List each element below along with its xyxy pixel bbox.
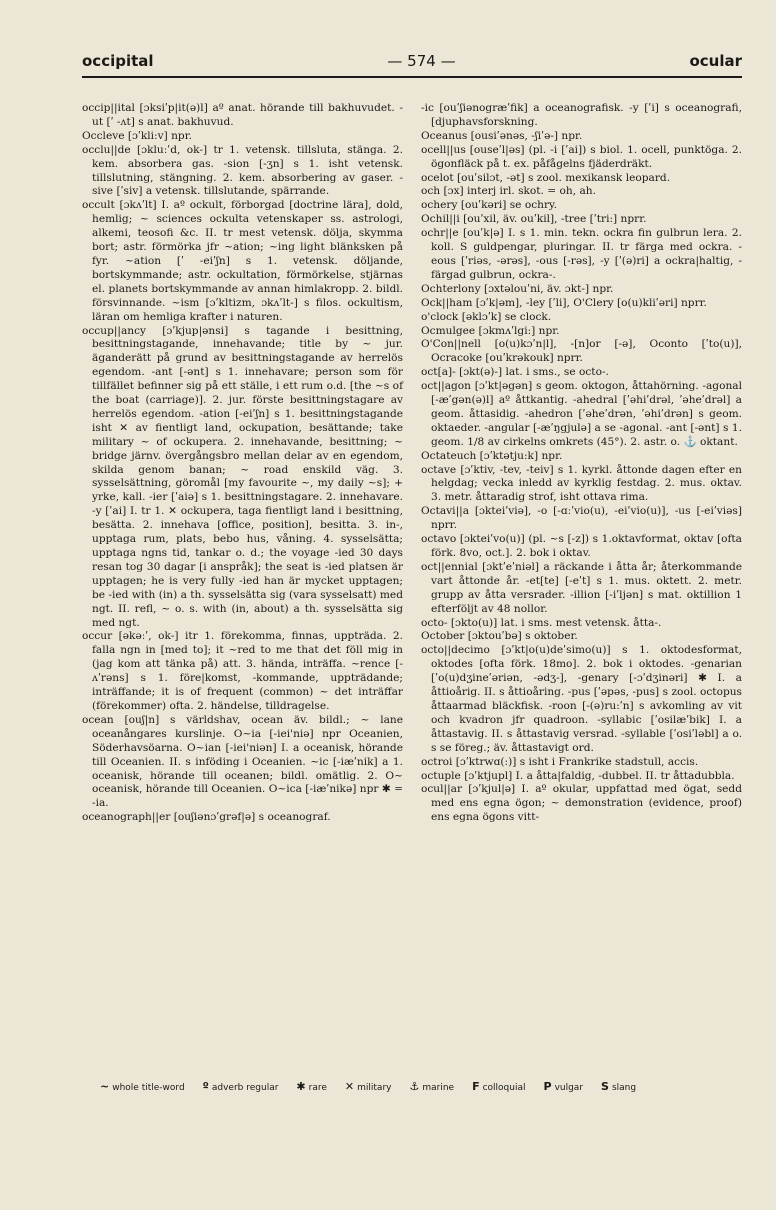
- legend-label: colloquial: [482, 1083, 526, 1093]
- dictionary-entry: ocelot [ouʹsilɔt, -ət] s zool. mexikansk leopard.: [421, 171, 671, 184]
- legend-symbol: ✕: [344, 1080, 355, 1093]
- legend-item: [345, 1080, 392, 1093]
- dictionary-entry: Ocmulgee [ɔkmʌʹlgi:] npr.: [421, 324, 560, 337]
- dictionary-entry: -ic [ouʹʃiənogræʹfik] a oceanografisk. -y [ʹi] s oceanografi, [djuphavsforskning.: [421, 102, 742, 128]
- dictionary-entry: O'Con||nell [o(u)kɔʹn|l], -[n]or [-ə], Oconto [ʹto(u)], Ocracoke [ouʹkrəkouk] nprr.: [421, 338, 742, 365]
- right-column: [421, 102, 742, 825]
- dictionary-entry: Occleve [ɔʹkli:v] npr.: [82, 129, 192, 142]
- legend-symbol: ~: [100, 1080, 110, 1093]
- dictionary-entry: Oceanus [ousiʹənəs, -ʃiʹə-] npr.: [421, 129, 583, 142]
- dictionary-entry: occult [ɔkʌʹlt] I. aº ockult, förborgad [doctrine lära], dold, hemlig; ~ sciences ockulta vetenskaper ss. astrologi, alkemi, teosofi &c. II. tr mest vetensk. dölja, skymma bort; astr. förmörka jfr ~ation; ~ing light blänksken på fyr. ~ation [ʹ -eiʹʃn] s 1. vetensk. döljande, bortskymmande; astr. ockultation, förmörkelse, stjärnas el. planets bortskymmande av annan himlakropp. 2. bildl. försvinnande. ~ism [ɔʹkltizm, ɔkʌʹlt-] s filos. ockultism, läran om hemliga krafter i naturen.: [82, 199, 403, 323]
- legend-item: [472, 1080, 525, 1093]
- legend-symbol: P: [543, 1080, 552, 1093]
- dictionary-entry: Ock||ham [ɔʹk|əm], -ley [ʹli], O'Clery [o(u)kliʹəri] nprr.: [421, 296, 707, 309]
- dictionary-entry: oct[a]- [ɔkt(ə)-] lat. i sms., se octo-.: [421, 366, 609, 379]
- legend-label: marine: [422, 1083, 455, 1093]
- guide-word-left: occipital: [82, 52, 154, 70]
- dictionary-entry: occur [əkəːʹ, ok-] itr 1. förekomma, finnas, uppträda. 2. falla ngn in [med to]; it ~red to me that det föll mig in (jag kom att tänka på) att. 3. hända, inträffa. ~rence [-ʌʹrəns] s 1. före|komst, -kommande, uppträdande; inträffande; it is of frequent (common) ~ det inträffar (förekommer) ofta. 2. händelse, tilldragelse.: [82, 630, 403, 712]
- legend-symbol: º: [202, 1080, 209, 1093]
- legend-item: [601, 1080, 636, 1093]
- legend-symbol: S: [601, 1080, 609, 1093]
- page-number: — 574 —: [387, 52, 456, 70]
- legend-symbol: ⚓: [409, 1080, 420, 1093]
- legend-label: slang: [611, 1083, 637, 1093]
- dictionary-entry: Ochterlony [ɔxtəlouʹni, äv. ɔkt-] npr.: [421, 282, 614, 295]
- legend-item: [544, 1080, 584, 1093]
- entry-columns: [82, 102, 742, 825]
- dictionary-entry: octavo [ɔkteiʹvo(u)] (pl. ~s [-z]) s 1.oktavformat, oktav [ofta förk. 8vo, oct.]. 2. bok i oktav.: [421, 533, 742, 559]
- legend-item: [409, 1080, 454, 1093]
- dictionary-entry: oceanograph||er [ouʃiənɔʹgrəf|ə] s oceanograf.: [82, 811, 331, 824]
- dictionary-entry: oct||agon [ɔʹkt|əgən] s geom. oktogon, åttahörning. -agonal [-æʹgən(ə)l] aº åttkantig. -ahedral [ʹəhiʹdrəl, ʹəheʹdrəl] a geom. åttasidig. -ahedron [ʹəheʹdrən, ʹəhiʹdrən] s geom. oktaeder. -angular [-æʹŋgjulə] a se -agonal. -ant [-ənt] s 1. geom. 1/8 av cirkelns omkrets (45°). 2. astr. o. ⚓ oktant.: [421, 380, 742, 448]
- left-column: [82, 102, 403, 825]
- guide-word-right: ocular: [689, 52, 742, 70]
- dictionary-entry: Ochil||i [ouʹxil, äv. ouʹkil], -tree [ʹtri:] nprr.: [421, 213, 647, 226]
- legend-label: vulgar: [554, 1083, 584, 1093]
- legend-item: [203, 1080, 279, 1093]
- dictionary-entry: occip||ital [ɔksiʹp|it(ə)l] aº anat. hörande till bakhuvudet. -ut [ʹ -ʌt] s anat. bakhuvud.: [82, 102, 403, 128]
- dictionary-entry: ocul||ar [ɔʹkjul|ə] I. aº okular, uppfattad med ögat, sedd med ens egna ögon; ~ demonstration (evidence, proof) ens egna ögons vitt-: [421, 783, 742, 824]
- running-head: [82, 52, 742, 70]
- dictionary-entry: ocean [ouʃ|n] s världshav, ocean äv. bildl.; ~ lane oceanångares kurslinje. O~ia [-iei'niə] npr Oceanien, Söderhavsöarna. O~ian [-iei'niən] I. a oceanisk, hörande till Oceanien. II. s inföding i Oceanien. ~ic [-iæʹnik] a 1. oceanisk, hörande till oceanen; bildl. omätlig. 2. O~ oceanisk, hörande till Oceanien. O~ica [-iæʹnikə] npr ✱ = -ia.: [82, 713, 403, 810]
- legend-item: [100, 1080, 185, 1093]
- legend-label: whole title-word: [112, 1083, 185, 1093]
- dictionary-entry: October [ɔktouʹbə] s oktober.: [421, 630, 578, 643]
- header-rule: [82, 76, 742, 78]
- legend-label: adverb regular: [211, 1083, 279, 1093]
- dictionary-entry: octo||decimo [ɔʹkt|o(u)deʹsimo(u)] s 1. oktodesformat, oktodes [ofta förk. 18mo]. 2. bok i oktodes. -genarian [ʹo(u)dʒineʹəriən, -ədʒ-], -genary [-ɔʹdʒinəri] ✱ I. a åttioårig. II. s åttioåring. -pus [ʹəpəs, -pus] s zool. octopus åttaarmad bläckfisk. -roon [-(ə)ru:ʹn] s avkomling av vit och kvadron jfr quadroon. -syllabic [ʹosilæʹbik] I. a åttastavig. II. s åttastavig versrad. -syllable [ʹosiʹləbl] a o. s se föreg.; äv. åttastavigt ord.: [421, 644, 742, 754]
- dictionary-entry: ocell||us [ouseʹl|əs] (pl. -i [ʹai]) s biol. 1. ocell, punktöga. 2. ögonfläck på t. ex. påfågelns fjäderdräkt.: [421, 143, 742, 170]
- dictionary-entry: ochr||e [ouʹk|ə] I. s 1. min. tekn. ockra fin gulbrun lera. 2. koll. S guldpengar, pluringar. II. tr färga med ockra. -eous [ʹriəs, -ərəs], -ous [-rəs], -y [ʹ(ə)ri] a ockra|haltig, -färgad gulbrun, ockra-.: [421, 227, 742, 281]
- dictionary-entry: oct||ennial [ɔktʹeʹniəl] a räckande i åtta år; återkommande vart åttonde år. -et[te] [-eʹt] s 1. mus. oktett. 2. metr. grupp av åtta versrader. -illion [-iʹljən] s mat. oktillion 1 efterföljt av 48 nollor.: [421, 560, 742, 615]
- dictionary-entry: ochery [ouʹkəri] se ochry.: [421, 199, 557, 212]
- legend-symbol: ✱: [296, 1080, 306, 1093]
- legend-item: [296, 1080, 326, 1093]
- dictionary-entry: octo- [ɔkto(u)] lat. i sms. mest vetensk. åtta-.: [421, 616, 662, 629]
- dictionary-entry: octave [ɔʹktiv, -tev, -teiv] s 1. kyrkl. åttonde dagen efter en helgdag; vecka inledd av kyrklig festdag. 2. mus. oktav. 3. metr. åttaradig strof, isht ottava rima.: [421, 463, 742, 504]
- dictionary-entry: octuple [ɔʹktjupl] I. a åtta|faldig, -dubbel. II. tr åttadubbla.: [421, 769, 735, 782]
- symbol-legend: [100, 1080, 742, 1093]
- legend-label: military: [357, 1083, 392, 1093]
- legend-symbol: F: [472, 1080, 480, 1093]
- dictionary-entry: octroi [ɔʹktrwɑ(:)] s isht i Frankrike stadstull, accis.: [421, 755, 699, 768]
- dictionary-entry: Octavi||a [ɔkteiʹviə], -o [-ɑːʹvio(u), -eiʹvio(u)], -us [-eiʹviəs] nprr.: [421, 505, 742, 532]
- dictionary-entry: och [ɔx] interj irl. skot. = oh, ah.: [421, 185, 596, 198]
- dictionary-entry: Octateuch [ɔʹktətju:k] npr.: [421, 449, 563, 462]
- dictionary-entry: occup||ancy [ɔʹkjup|ənsi] s tagande i besittning, besittningstagande, innehavande; title by ~ jur. äganderätt på grund av besittningstagande av herrelös egendom. -ant [-ənt] s 1. innehavare; person som för tillfället befinner sig på ett ställe, i ett rum o.d. [the ~s of the boat (carriage)]. 2. jur. förste besittningstagare av herrelös egendom. -ation [-eiʹʃn] s 1. besittningstagande isht ✕ av fientligt land, ockupation, besättande; take military ~ of ockupera. 2. innehavande, besittning; ~ bridge järnv. övergångsbro mellan delar av en egendom, skilda genom banan; ~ road enskild väg. 3. sysselsättning, göromål [my favourite ~, my daily ~s]; + yrke, kall. -ier [ʹaiə] s 1. besittningstagare. 2. innehavare. -y [ʹai] I. tr 1. ✕ ockupera, taga fientligt land i besittning, besätta. 2. innehava [office, position], besitta. 3. in-, upptaga rum, plats, bebo hus, våning. 4. sysselsätta; upptaga ngns tid, tankar o. d.; the voyage -ied 30 days resan tog 30 dagar [i anspråk]; the seat is -ied platsen är upptagen; he is very fully -ied han är mycket upptagen; be -ied with (in) a th. sysselsätta sig (vara sysselsatt) med ngt. II. refl, ~ o. s. with (in, about) a th. sysselsätta sig med ngt.: [82, 324, 403, 629]
- dictionary-entry: occlu||de [ɔkluːʹd, ok-] tr 1. vetensk. tillsluta, stänga. 2. kem. absorbera gas. -sion [-ʒn] s 1. isht vetensk. tillslutning, stängning. 2. kem. absorbering av gaser. -sive [ʹsiv] a vetensk. tillslutande, spärrande.: [82, 143, 403, 198]
- legend-label: rare: [308, 1083, 327, 1093]
- dictionary-entry: o'clock [əklɔʹk] se clock.: [421, 310, 552, 323]
